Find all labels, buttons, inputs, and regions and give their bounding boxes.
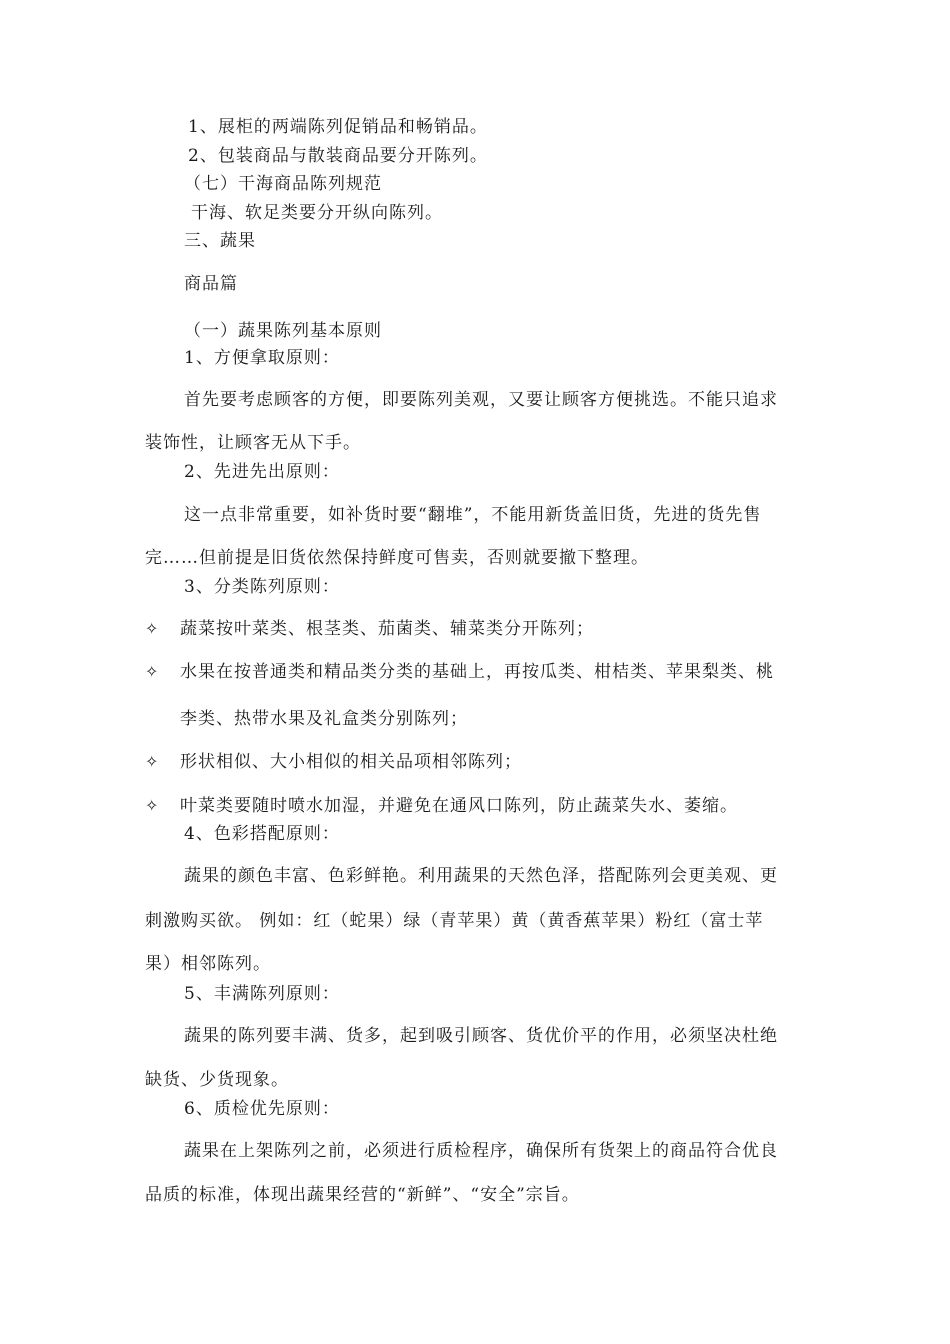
paragraph-line: 品质的标准，体现出蔬果经营的“新鲜”、“安全”宗旨。: [145, 1185, 580, 1205]
text-line: 2、包装商品与散装商品要分开陈列。: [188, 146, 488, 166]
bullet-icon: ✧: [145, 619, 159, 638]
bullet-icon: ✧: [145, 796, 159, 815]
section-heading: （七）干海商品陈列规范: [184, 174, 382, 194]
paragraph-line: 蔬果的颜色丰富、色彩鲜艳。利用蔬果的天然色泽，搭配陈列会更美观、更: [184, 866, 778, 886]
paragraph-line: 完……但前提是旧货依然保持鲜度可售卖，否则就要撤下整理。: [145, 548, 649, 568]
paragraph-line: 果）相邻陈列。: [145, 954, 271, 974]
paragraph-line: 缺货、少货现象。: [145, 1070, 289, 1090]
paragraph-line: 蔬果在上架陈列之前，必须进行质检程序，确保所有货架上的商品符合优良: [184, 1141, 778, 1161]
bullet-item: 水果在按普通类和精品类分类的基础上，再按瓜类、柑桔类、苹果梨类、桃: [180, 662, 774, 682]
paragraph-line: 这一点非常重要，如补货时要“翻堆”，不能用新货盖旧货，先进的货先售: [184, 505, 762, 525]
section-heading: 商品篇: [184, 274, 238, 294]
bullet-icon: ✧: [145, 752, 159, 771]
section-heading: （一）蔬果陈列基本原则: [184, 321, 382, 341]
paragraph-line: 首先要考虑顾客的方便，即要陈列美观，又要让顾客方便挑选。不能只追求: [184, 390, 778, 410]
subheading: 2、先进先出原则：: [184, 462, 340, 482]
subheading: 5、丰满陈列原则：: [184, 984, 340, 1004]
subheading: 6、质检优先原则：: [184, 1099, 340, 1119]
bullet-item-continuation: 李类、热带水果及礼盒类分别陈列；: [180, 709, 468, 729]
subheading: 4、色彩搭配原则：: [184, 824, 340, 844]
bullet-icon: ✧: [145, 662, 159, 681]
chapter-heading: 三、蔬果: [184, 231, 256, 251]
text-line: 干海、软足类要分开纵向陈列。: [191, 203, 443, 223]
bullet-item: 形状相似、大小相似的相关品项相邻陈列；: [180, 752, 522, 772]
bullet-item: 叶菜类要随时喷水加湿，并避免在通风口陈列，防止蔬菜失水、萎缩。: [180, 796, 738, 816]
subheading: 1、方便拿取原则：: [184, 348, 340, 368]
bullet-item: 蔬菜按叶菜类、根茎类、茄菌类、辅菜类分开陈列；: [180, 619, 594, 639]
subheading: 3、分类陈列原则：: [184, 577, 340, 597]
text-line: 1、展柜的两端陈列促销品和畅销品。: [188, 117, 488, 137]
paragraph-line: 蔬果的陈列要丰满、货多，起到吸引顾客、货优价平的作用，必须坚决杜绝: [184, 1026, 778, 1046]
paragraph-line: 装饰性，让顾客无从下手。: [145, 433, 361, 453]
paragraph-line: 刺激购买欲。 例如：红（蛇果）绿（青苹果）黄（黄香蕉苹果）粉红（富士苹: [145, 911, 764, 931]
